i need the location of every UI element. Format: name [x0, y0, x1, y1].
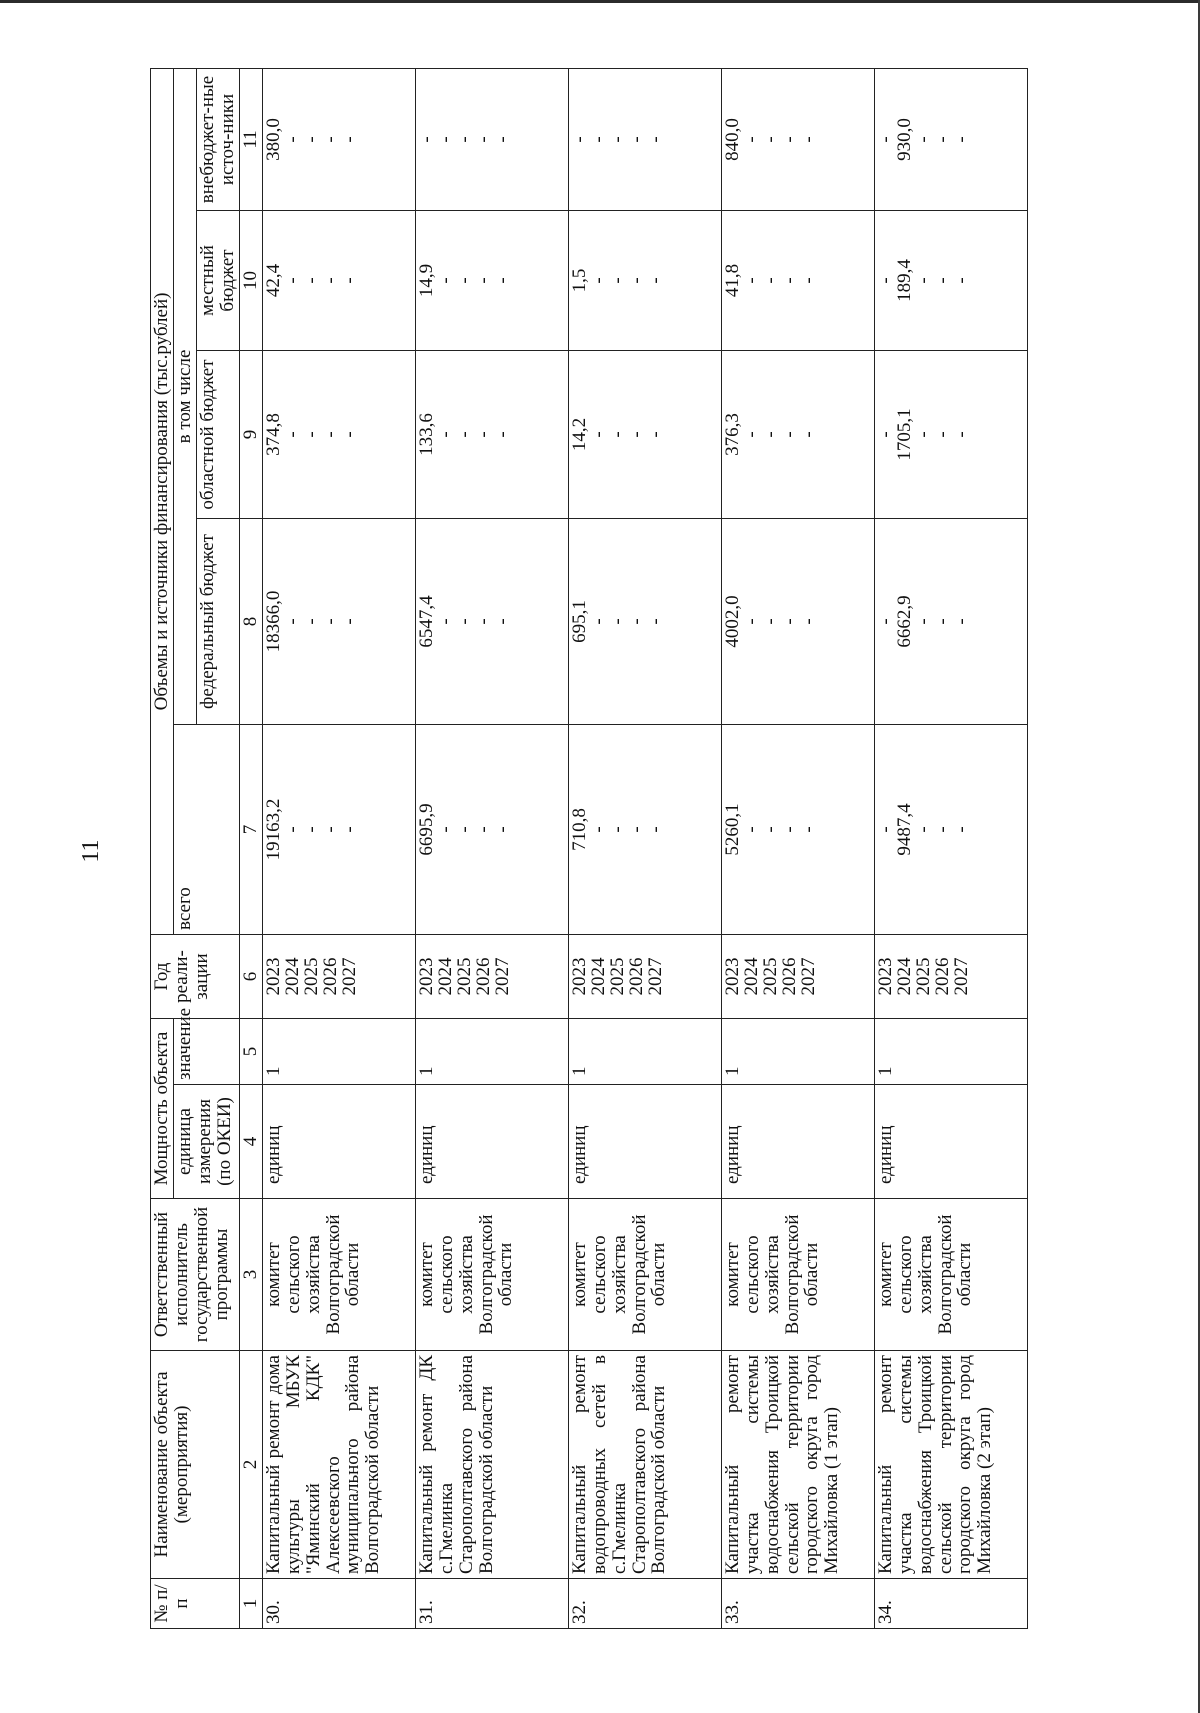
row-number: 34. — [874, 1579, 1027, 1629]
total-amount: - — [759, 826, 781, 833]
extra-amount: - — [797, 136, 819, 143]
table-row — [568, 68, 721, 1628]
local-amount: - — [759, 277, 781, 284]
extra-amount: - — [912, 136, 934, 143]
federal-amounts — [874, 519, 1027, 725]
col-number: 6 — [239, 935, 262, 1019]
extra-amount: - — [491, 136, 513, 143]
header-responsible: Ответственный исполнитель государственной программы — [151, 1199, 240, 1351]
federal-amount: - — [874, 618, 896, 625]
regional-amount: - — [931, 431, 953, 438]
extra-amount: 840,0 — [721, 118, 743, 161]
year-value: 2026 — [625, 957, 647, 996]
local-amount: - — [625, 277, 647, 284]
regional-amount: - — [874, 431, 896, 438]
table-row — [262, 68, 415, 1628]
federal-amount: - — [453, 618, 475, 625]
year-value: 2027 — [338, 957, 360, 996]
federal-amount: - — [300, 618, 322, 625]
federal-amount: - — [434, 618, 456, 625]
regional-amount: - — [434, 431, 456, 438]
header-year: Год реали-зации — [151, 935, 240, 1019]
regional-amount: - — [778, 431, 800, 438]
federal-amount: 6662,9 — [893, 595, 915, 648]
year-value: 2027 — [950, 957, 972, 996]
local-amount: 14,9 — [415, 263, 437, 298]
year-value: 2025 — [759, 957, 781, 996]
object-name: Капитальный ремонт участка системы водоснабжения Троицкой сельской территории городского округа город Михайловка (2 этап) — [874, 1351, 1027, 1579]
capacity-value: 1 — [721, 1019, 874, 1085]
col-number: 2 — [239, 1351, 262, 1579]
col-number: 8 — [239, 519, 262, 725]
regional-amount: - — [950, 431, 972, 438]
local-amount: - — [740, 277, 762, 284]
year-list — [415, 935, 568, 1019]
column-number-row — [239, 68, 262, 1628]
year-value: 2023 — [874, 957, 896, 996]
year-value: 2024 — [740, 957, 762, 996]
regional-amount: - — [912, 431, 934, 438]
local-amount: - — [281, 277, 303, 284]
extra-amount: - — [338, 136, 360, 143]
year-value: 2025 — [453, 957, 475, 996]
year-value: 2025 — [300, 957, 322, 996]
regional-amount: - — [491, 431, 513, 438]
regional-amount: - — [625, 431, 647, 438]
year-list — [568, 935, 721, 1019]
total-amounts — [262, 725, 415, 935]
regional-amount: 14,2 — [568, 417, 590, 452]
regional-amount: - — [300, 431, 322, 438]
federal-amount: - — [931, 618, 953, 625]
federal-amount: - — [319, 618, 341, 625]
extra-amount: - — [625, 136, 647, 143]
header-local: местный бюджет — [196, 211, 239, 351]
regional-amount: - — [606, 431, 628, 438]
row-number: 30. — [262, 1579, 415, 1629]
extra-amount: 380,0 — [262, 118, 284, 161]
total-amount: - — [874, 826, 896, 833]
regional-amount: 133,6 — [415, 413, 437, 456]
funding-table — [150, 68, 1028, 1629]
year-list — [874, 935, 1027, 1019]
local-amount: - — [319, 277, 341, 284]
total-amount: - — [472, 826, 494, 833]
table-header — [151, 68, 263, 1628]
total-amount: - — [740, 826, 762, 833]
total-amount: - — [319, 826, 341, 833]
federal-amount: - — [797, 618, 819, 625]
table-row — [415, 68, 568, 1628]
federal-amount: - — [281, 618, 303, 625]
regional-amount: - — [472, 431, 494, 438]
col-number: 3 — [239, 1199, 262, 1351]
regional-amount: 1705,1 — [893, 408, 915, 461]
total-amount: - — [778, 826, 800, 833]
local-amounts — [415, 211, 568, 351]
year-value: 2026 — [931, 957, 953, 996]
federal-amount: - — [912, 618, 934, 625]
total-amount: 710,8 — [568, 808, 590, 851]
extra-amounts — [415, 68, 568, 210]
local-amount: - — [797, 277, 819, 284]
federal-amount: - — [587, 618, 609, 625]
local-amount: - — [434, 277, 456, 284]
federal-amount: 18366,0 — [262, 590, 284, 653]
header-extra: внебюджет-ные источ-ники — [196, 68, 239, 210]
federal-amount: 6547,4 — [415, 595, 437, 648]
total-amount: - — [931, 826, 953, 833]
row-number: 32. — [568, 1579, 721, 1629]
regional-amount: - — [797, 431, 819, 438]
local-amount: - — [587, 277, 609, 284]
total-amount: - — [300, 826, 322, 833]
total-amount: - — [587, 826, 609, 833]
regional-amount: - — [319, 431, 341, 438]
regional-amount: - — [740, 431, 762, 438]
total-amount: 19163,2 — [262, 798, 284, 861]
local-amount: - — [453, 277, 475, 284]
table-row — [874, 68, 1027, 1628]
object-name: Капитальный ремонт дома культуры МБУК "Яминский КДК" Алексеевского муниципального района Волгоградской области — [262, 1351, 415, 1579]
page-number: 11 — [78, 839, 104, 863]
responsible-executor: комитет сельского хозяйства Волгоградской области — [721, 1199, 874, 1351]
federal-amounts — [262, 519, 415, 725]
local-amount: - — [644, 277, 666, 284]
header-including: в том числе — [173, 68, 196, 724]
federal-amounts — [415, 519, 568, 725]
regional-amounts — [568, 351, 721, 519]
local-amount: - — [491, 277, 513, 284]
col-number: 5 — [239, 1019, 262, 1085]
federal-amount: - — [472, 618, 494, 625]
capacity-value: 1 — [262, 1019, 415, 1085]
header-name: Наименование объекта (мероприятия) — [151, 1351, 240, 1579]
regional-amount: 376,3 — [721, 413, 743, 456]
regional-amount: - — [587, 431, 609, 438]
year-list — [721, 935, 874, 1019]
total-amount: - — [434, 826, 456, 833]
extra-amounts — [568, 68, 721, 210]
col-number: 10 — [239, 211, 262, 351]
federal-amount: - — [491, 618, 513, 625]
object-name: Капитальный ремонт водопроводных сетей в с.Гмелинка Старополтавского района Волгоградской области — [568, 1351, 721, 1579]
total-amounts — [721, 725, 874, 935]
year-list — [262, 935, 415, 1019]
federal-amounts — [721, 519, 874, 725]
extra-amount: - — [434, 136, 456, 143]
extra-amount: 930,0 — [893, 118, 915, 161]
local-amount: - — [874, 277, 896, 284]
year-value: 2024 — [587, 957, 609, 996]
capacity-value: 1 — [415, 1019, 568, 1085]
federal-amount: - — [606, 618, 628, 625]
header-federal: федеральный бюджет — [196, 519, 239, 725]
total-amount: - — [797, 826, 819, 833]
table-row — [721, 68, 874, 1628]
year-value: 2026 — [778, 957, 800, 996]
row-number: 31. — [415, 1579, 568, 1629]
regional-amount: - — [759, 431, 781, 438]
local-amount: - — [338, 277, 360, 284]
extra-amount: - — [453, 136, 475, 143]
year-value: 2023 — [721, 957, 743, 996]
extra-amount: - — [740, 136, 762, 143]
federal-amount: - — [338, 618, 360, 625]
extra-amounts — [721, 68, 874, 210]
year-value: 2027 — [491, 957, 513, 996]
local-amounts — [262, 211, 415, 351]
extra-amount: - — [300, 136, 322, 143]
header-num: № п/п — [151, 1579, 240, 1629]
local-amount: 189,4 — [893, 259, 915, 302]
regional-amounts — [262, 351, 415, 519]
year-value: 2024 — [434, 957, 456, 996]
total-amounts — [874, 725, 1027, 935]
responsible-executor: комитет сельского хозяйства Волгоградской области — [415, 1199, 568, 1351]
regional-amount: - — [281, 431, 303, 438]
local-amounts — [721, 211, 874, 351]
extra-amounts — [874, 68, 1027, 210]
header-funding: Объемы и источники финансирования (тыс.рублей) — [151, 68, 174, 934]
total-amount: 6695,9 — [415, 803, 437, 856]
header-value: значение — [173, 1019, 239, 1085]
total-amount: - — [912, 826, 934, 833]
federal-amount: - — [778, 618, 800, 625]
total-amounts — [568, 725, 721, 935]
unit-of-measure: единиц — [721, 1085, 874, 1199]
regional-amount: - — [338, 431, 360, 438]
federal-amount: - — [644, 618, 666, 625]
extra-amount: - — [319, 136, 341, 143]
capacity-value: 1 — [568, 1019, 721, 1085]
extra-amount: - — [415, 136, 437, 143]
local-amount: - — [912, 277, 934, 284]
year-value: 2027 — [797, 957, 819, 996]
capacity-value: 1 — [874, 1019, 1027, 1085]
local-amount: 42,4 — [262, 263, 284, 298]
responsible-executor: комитет сельского хозяйства Волгоградской области — [874, 1199, 1027, 1351]
object-name: Капитальный ремонт участка системы водоснабжения Троицкой сельской территории городского округа город Михайловка (1 этап) — [721, 1351, 874, 1579]
local-amount: - — [950, 277, 972, 284]
row-number: 33. — [721, 1579, 874, 1629]
federal-amount: - — [759, 618, 781, 625]
total-amount: 9487,4 — [893, 803, 915, 856]
year-value: 2024 — [893, 957, 915, 996]
year-value: 2025 — [606, 957, 628, 996]
year-value: 2023 — [415, 957, 437, 996]
federal-amounts — [568, 519, 721, 725]
extra-amount: - — [874, 136, 896, 143]
local-amounts — [874, 211, 1027, 351]
header-unit: единица измерения (по ОКЕИ) — [173, 1085, 239, 1199]
unit-of-measure: единиц — [262, 1085, 415, 1199]
regional-amount: 374,8 — [262, 413, 284, 456]
responsible-executor: комитет сельского хозяйства Волгоградской области — [568, 1199, 721, 1351]
federal-amount: - — [950, 618, 972, 625]
federal-amount: - — [740, 618, 762, 625]
regional-amounts — [415, 351, 568, 519]
total-amount: - — [950, 826, 972, 833]
regional-amount: - — [453, 431, 475, 438]
total-amount: - — [491, 826, 513, 833]
regional-amount: - — [644, 431, 666, 438]
header-total: всего — [173, 725, 239, 935]
unit-of-measure: единиц — [874, 1085, 1027, 1199]
col-number: 11 — [239, 68, 262, 210]
local-amount: - — [778, 277, 800, 284]
col-number: 1 — [239, 1579, 262, 1629]
extra-amount: - — [568, 136, 590, 143]
year-value: 2027 — [644, 957, 666, 996]
federal-amount: 4002,0 — [721, 595, 743, 648]
year-value: 2023 — [262, 957, 284, 996]
extra-amount: - — [931, 136, 953, 143]
total-amount: 5260,1 — [721, 803, 743, 856]
extra-amount: - — [587, 136, 609, 143]
local-amount: - — [300, 277, 322, 284]
local-amounts — [568, 211, 721, 351]
unit-of-measure: единиц — [415, 1085, 568, 1199]
federal-amount: 695,1 — [568, 600, 590, 643]
total-amounts — [415, 725, 568, 935]
col-number: 7 — [239, 725, 262, 935]
unit-of-measure: единиц — [568, 1085, 721, 1199]
extra-amount: - — [281, 136, 303, 143]
total-amount: - — [338, 826, 360, 833]
extra-amount: - — [778, 136, 800, 143]
total-amount: - — [625, 826, 647, 833]
local-amount: - — [472, 277, 494, 284]
year-value: 2026 — [319, 957, 341, 996]
local-amount: 1,5 — [568, 268, 590, 293]
responsible-executor: комитет сельского хозяйства Волгоградской области — [262, 1199, 415, 1351]
col-number: 4 — [239, 1085, 262, 1199]
year-value: 2023 — [568, 957, 590, 996]
extra-amount: - — [759, 136, 781, 143]
year-value: 2024 — [281, 957, 303, 996]
total-amount: - — [453, 826, 475, 833]
total-amount: - — [281, 826, 303, 833]
extra-amount: - — [606, 136, 628, 143]
total-amount: - — [644, 826, 666, 833]
federal-amount: - — [625, 618, 647, 625]
extra-amount: - — [950, 136, 972, 143]
year-value: 2026 — [472, 957, 494, 996]
extra-amounts — [262, 68, 415, 210]
header-regional: областной бюджет — [196, 351, 239, 519]
extra-amount: - — [644, 136, 666, 143]
header-capacity: Мощность объекта — [151, 1019, 174, 1199]
table-body — [262, 68, 1027, 1628]
year-value: 2025 — [912, 957, 934, 996]
local-amount: - — [931, 277, 953, 284]
local-amount: - — [606, 277, 628, 284]
local-amount: 41,8 — [721, 263, 743, 298]
total-amount: - — [606, 826, 628, 833]
object-name: Капитальный ремонт ДК с.Гмелинка Старополтавского района Волгоградской области — [415, 1351, 568, 1579]
col-number: 9 — [239, 351, 262, 519]
extra-amount: - — [472, 136, 494, 143]
regional-amounts — [874, 351, 1027, 519]
regional-amounts — [721, 351, 874, 519]
